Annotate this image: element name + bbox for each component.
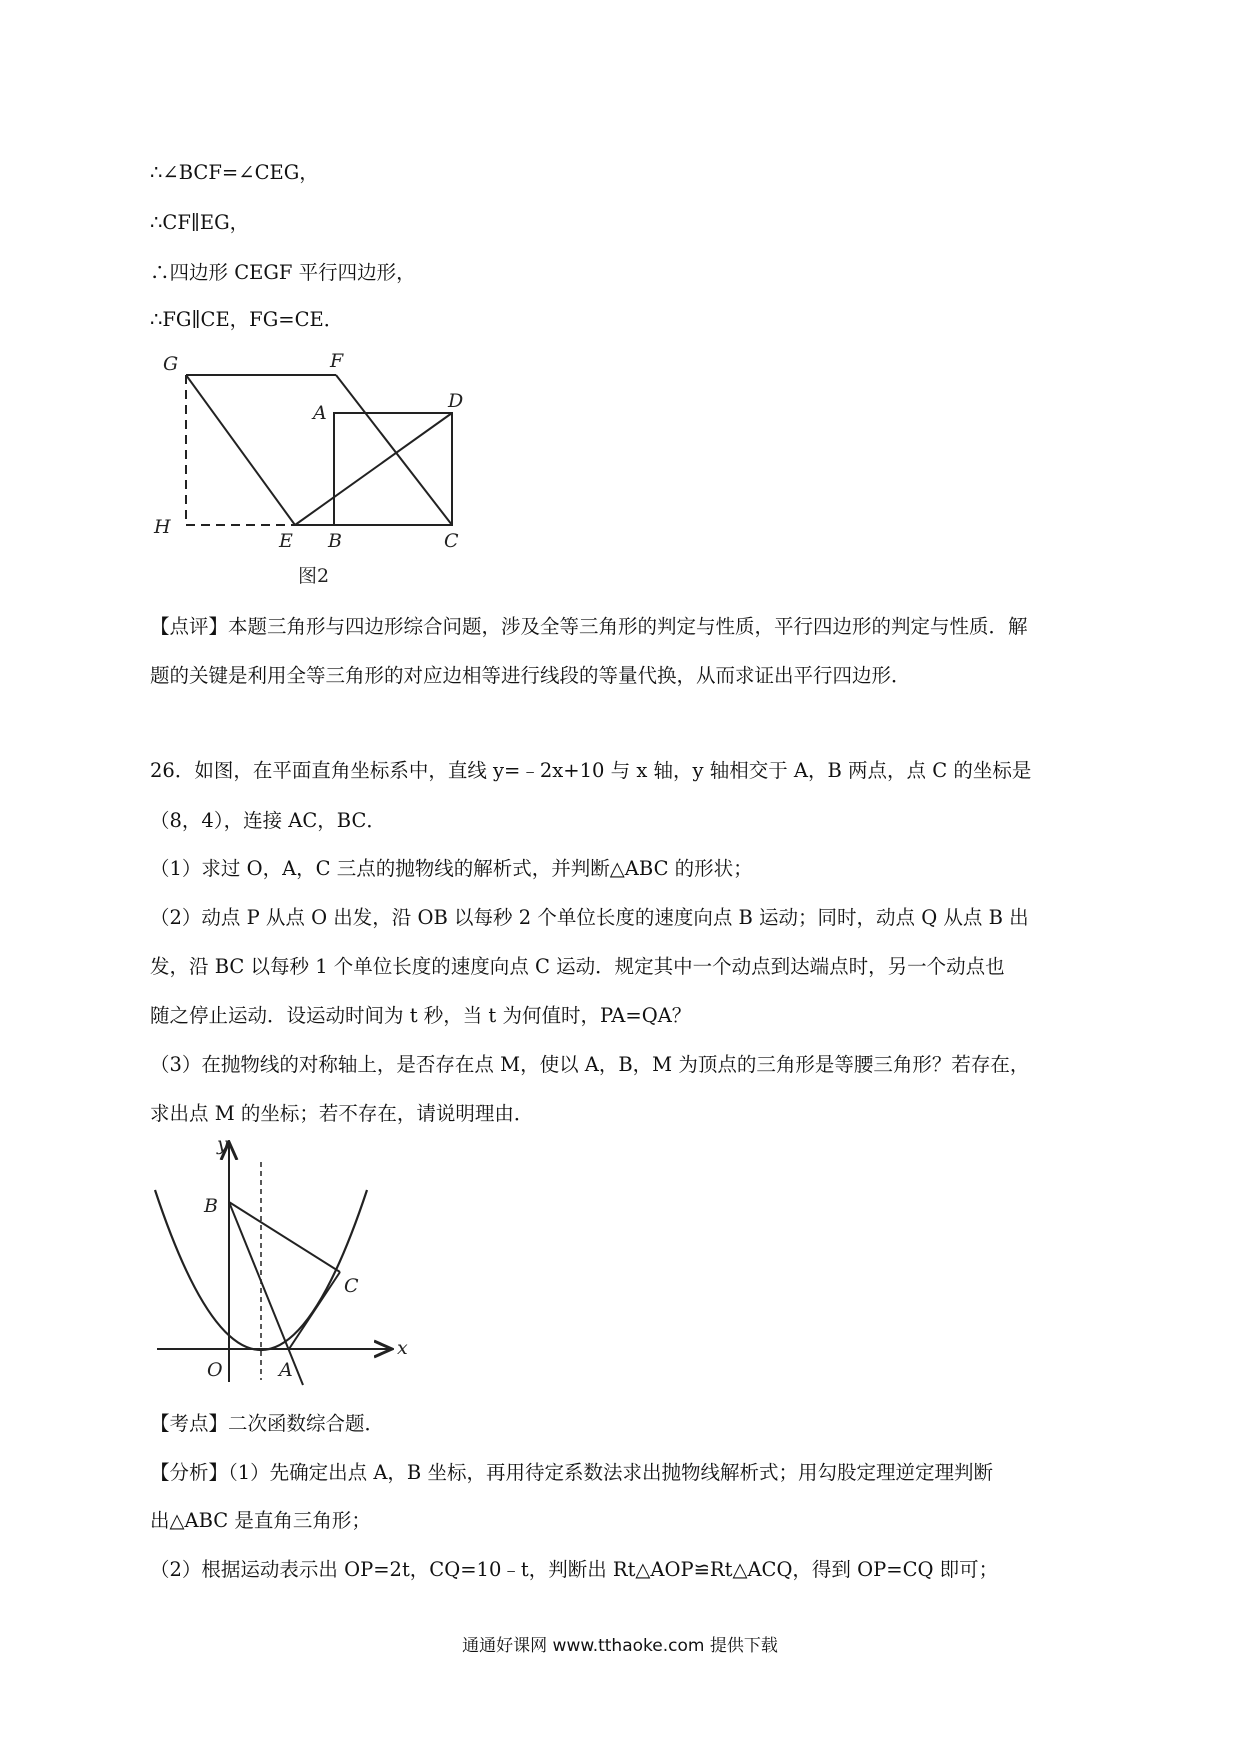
label-e: E (279, 530, 293, 552)
text-line-18: （2）根据运动表示出 OP=2t，CQ=10﹣t，判断出 Rt△AOP≌Rt△ACQ，得到 OP=CQ 即可； (150, 1558, 999, 1581)
text-line-7: 26．如图，在平面直角坐标系中，直线 y=﹣2x+10 与 x 轴，y 轴相交于 A，B 两点，点 C 的坐标是 (150, 759, 1032, 782)
figure-26-parabola (145, 1130, 415, 1390)
text-line-15: 【考点】二次函数综合题． (150, 1412, 385, 1435)
text-line-6: 题的关键是利用全等三角形的对应边相等进行线段的等量代换，从而求证出平行四边形． (150, 664, 911, 687)
label-b: B (328, 530, 342, 552)
text-line-9: （1）求过 O，A，C 三点的抛物线的解析式，并判断△ABC 的形状； (150, 857, 753, 880)
text-line-11: 发，沿 BC 以每秒 1 个单位长度的速度向点 C 运动．规定其中一个动点到达端点时，另一个动点也 (150, 955, 1005, 978)
text-line-16: 【分析】（1）先确定出点 A，B 坐标，再用待定系数法求出抛物线解析式；用勾股定理逆定理判断 (150, 1461, 993, 1484)
text-line-1: ∴∠BCF=∠CEG， (150, 161, 319, 184)
label-c: C (444, 530, 459, 552)
page-footer: 通通好课网 www.tthaoke.com 提供下载 (462, 1636, 778, 1656)
label-c-point: C (344, 1275, 359, 1297)
label-x: x (397, 1337, 408, 1359)
text-line-2: ∴CF∥EG， (150, 211, 250, 234)
text-line-3: ∴四边形 CEGF 平行四边形， (150, 261, 416, 284)
text-line-8: （8，4），连接 AC，BC． (150, 809, 386, 832)
figure-2 (150, 345, 490, 595)
text-line-12: 随之停止运动．设运动时间为 t 秒，当 t 为何值时，PA=QA？ (150, 1004, 692, 1027)
label-b-point: B (204, 1195, 218, 1217)
text-line-17: 出△ABC 是直角三角形； (150, 1509, 371, 1532)
label-a-point: A (279, 1359, 293, 1381)
label-a: A (313, 402, 327, 424)
label-g: G (163, 353, 179, 375)
figure-caption: 图2 (298, 565, 330, 587)
label-y: y (217, 1133, 228, 1155)
label-d: D (448, 390, 464, 412)
text-line-10: （2）动点 P 从点 O 出发，沿 OB 以每秒 2 个单位长度的速度向点 B 运动；同时，动点 Q 从点 B 出 (150, 906, 1029, 929)
text-line-14: 求出点 M 的坐标；若不存在，请说明理由． (150, 1102, 534, 1125)
text-line-4: ∴FG∥CE，FG=CE． (150, 308, 344, 331)
label-o: O (207, 1359, 223, 1381)
label-h: H (154, 516, 171, 538)
label-f: F (330, 350, 344, 372)
text-line-13: （3）在抛物线的对称轴上，是否存在点 M，使以 A，B，M 为顶点的三角形是等腰三角形？若存在， (150, 1053, 1030, 1076)
text-line-5: 【点评】本题三角形与四边形综合问题，涉及全等三角形的判定与性质，平行四边形的判定与性质．解 (150, 615, 1028, 638)
